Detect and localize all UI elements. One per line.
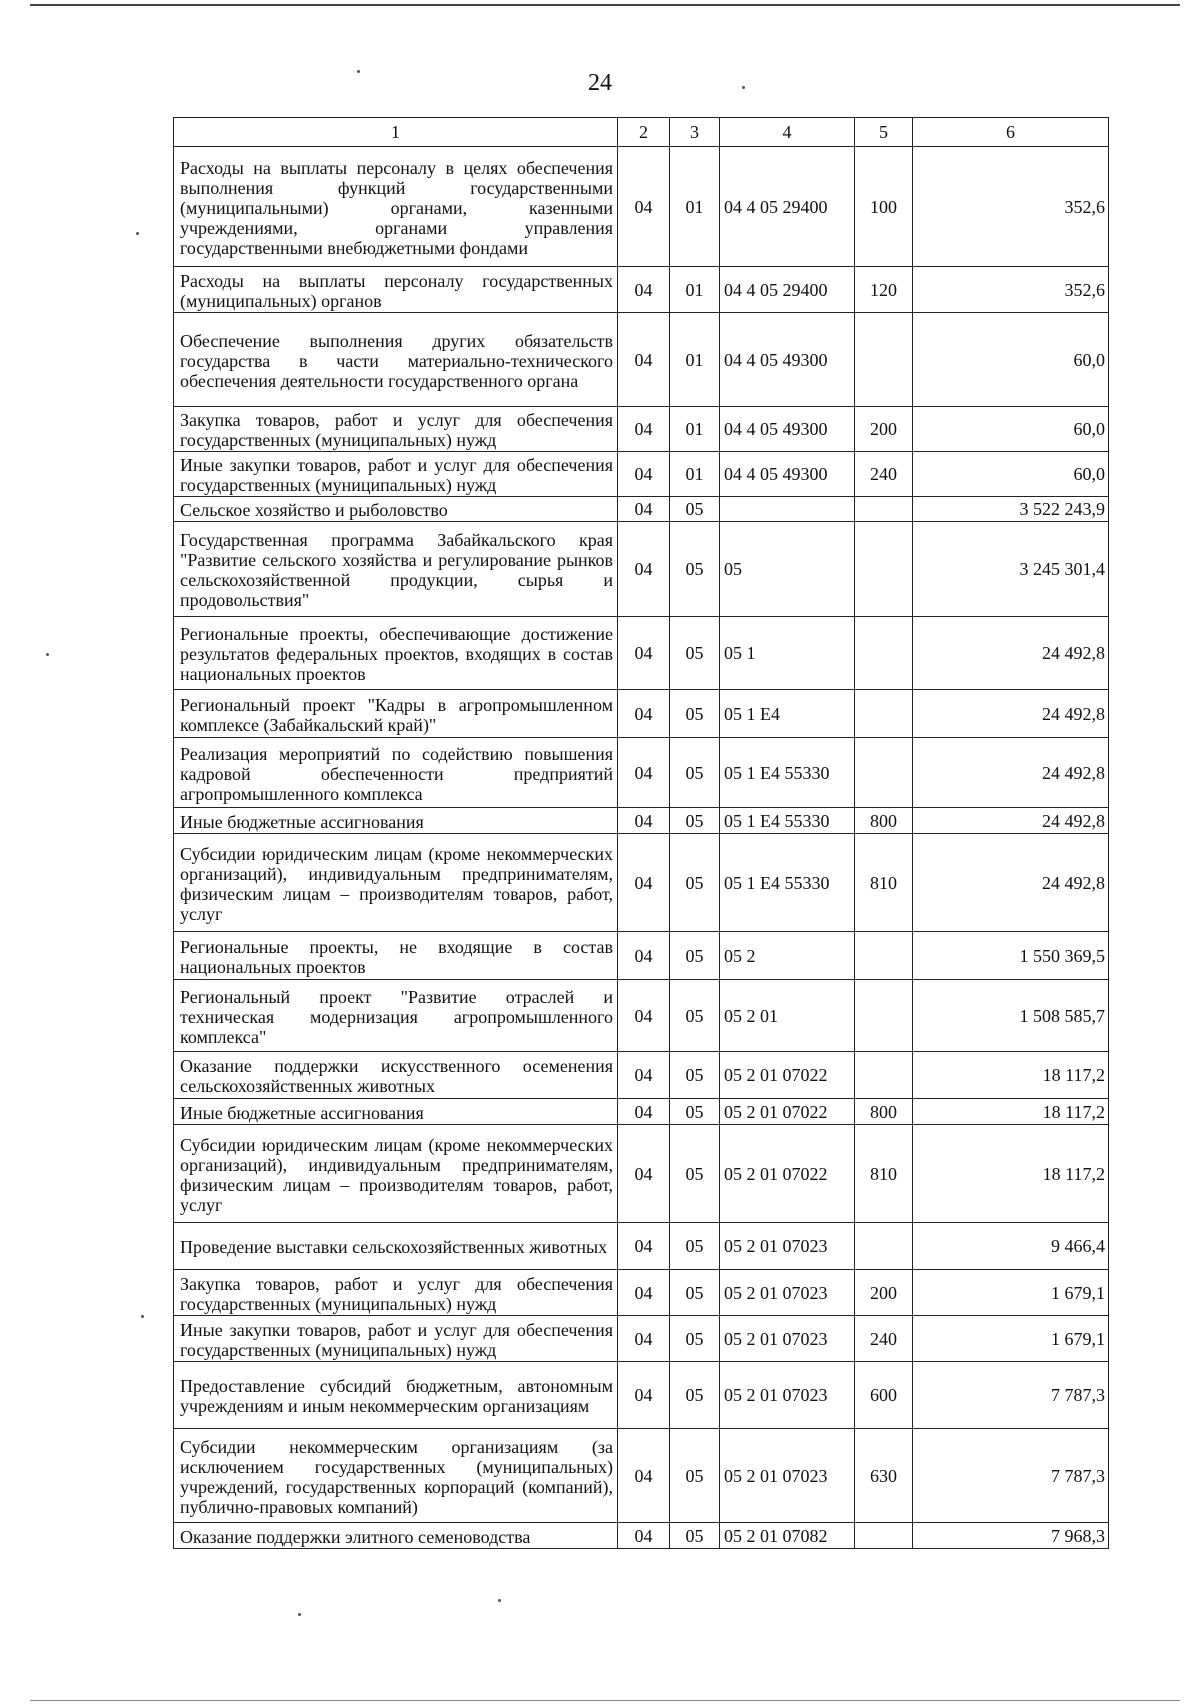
header-row: [174, 118, 1109, 147]
row-amount: 7 968,3: [913, 1523, 1109, 1549]
row-expense-type: 630: [855, 1429, 913, 1523]
row-amount: 7 787,3: [913, 1429, 1109, 1523]
row-amount: 18 117,2: [913, 1099, 1109, 1125]
table-row: [174, 738, 1109, 808]
bottom-border-line: [30, 1700, 1180, 1701]
row-name: Региональные проекты, не входящие в состав национальных проектов: [174, 932, 618, 980]
table-row: [174, 1099, 1109, 1125]
row-target-article: 05 1 E4 55330: [720, 738, 855, 808]
row-subsection: 05: [670, 980, 720, 1052]
row-subsection: 01: [670, 313, 720, 407]
row-subsection: 05: [670, 1223, 720, 1270]
row-section: 04: [618, 1429, 670, 1523]
row-amount: 60,0: [913, 452, 1109, 497]
row-amount: 352,6: [913, 147, 1109, 267]
row-name: Субсидии некоммерческим организациям (за исключением государственных (муниципальных) учреждений, государственных корпораций (компаний), публично-правовых компаний): [174, 1429, 618, 1523]
row-subsection: 05: [670, 1099, 720, 1125]
row-name: Закупка товаров, работ и услуг для обеспечения государственных (муниципальных) нужд: [174, 407, 618, 452]
row-name: Региональный проект "Развитие отраслей и техническая модернизация агропромышленного комплекса": [174, 980, 618, 1052]
row-amount: 3 245 301,4: [913, 522, 1109, 617]
row-target-article: 05: [720, 522, 855, 617]
row-subsection: 05: [670, 808, 720, 834]
row-target-article: 05 2 01: [720, 980, 855, 1052]
row-amount: 3 522 243,9: [913, 497, 1109, 522]
row-target-article: 05 2 01 07082: [720, 1523, 855, 1549]
scan-speck: [298, 1613, 301, 1616]
row-name: Расходы на выплаты персоналу в целях обеспечения выполнения функций государственными (муниципальными) органами, казенными учреждениями, органами управления государственными внебюджетными фондами: [174, 147, 618, 267]
row-name: Обеспечение выполнения других обязательств государства в части материально-технического обеспечения деятельности государственного органа: [174, 313, 618, 407]
header-col-2: 2: [618, 118, 670, 147]
row-target-article: [720, 497, 855, 522]
row-name: Субсидии юридическим лицам (кроме некоммерческих организаций), индивидуальным предпринимателям, физическим лицам – производителям товаров, работ, услуг: [174, 834, 618, 932]
row-amount: 352,6: [913, 267, 1109, 313]
scan-speck: [357, 70, 360, 73]
row-subsection: 05: [670, 1052, 720, 1099]
row-expense-type: [855, 932, 913, 980]
row-expense-type: [855, 690, 913, 738]
row-expense-type: 240: [855, 1316, 913, 1362]
table-row: [174, 522, 1109, 617]
row-expense-type: 200: [855, 407, 913, 452]
table-row: [174, 690, 1109, 738]
page-number: 24: [588, 70, 612, 96]
row-name: Иные закупки товаров, работ и услуг для обеспечения государственных (муниципальных) нужд: [174, 452, 618, 497]
table-row: [174, 617, 1109, 690]
row-target-article: 04 4 05 29400: [720, 267, 855, 313]
row-target-article: 05 2 01 07023: [720, 1429, 855, 1523]
row-amount: 24 492,8: [913, 738, 1109, 808]
row-target-article: 05 2: [720, 932, 855, 980]
row-subsection: 05: [670, 1125, 720, 1223]
row-section: 04: [618, 690, 670, 738]
row-expense-type: [855, 313, 913, 407]
table-row: [174, 808, 1109, 834]
row-section: 04: [618, 407, 670, 452]
row-subsection: 05: [670, 1429, 720, 1523]
scan-speck: [46, 653, 49, 656]
row-expense-type: 120: [855, 267, 913, 313]
top-border-line: [30, 4, 1180, 6]
row-name: Региональные проекты, обеспечивающие достижение результатов федеральных проектов, входящих в состав национальных проектов: [174, 617, 618, 690]
row-subsection: 05: [670, 522, 720, 617]
row-section: 04: [618, 980, 670, 1052]
row-subsection: 01: [670, 407, 720, 452]
row-subsection: 05: [670, 1362, 720, 1429]
table-row: [174, 1362, 1109, 1429]
row-subsection: 05: [670, 738, 720, 808]
row-expense-type: [855, 522, 913, 617]
row-section: 04: [618, 834, 670, 932]
row-target-article: 05 2 01 07023: [720, 1270, 855, 1316]
row-target-article: 05 2 01 07023: [720, 1316, 855, 1362]
row-amount: 24 492,8: [913, 808, 1109, 834]
row-subsection: 01: [670, 267, 720, 313]
row-section: 04: [618, 1125, 670, 1223]
table-row: [174, 932, 1109, 980]
row-section: 04: [618, 617, 670, 690]
row-amount: 24 492,8: [913, 834, 1109, 932]
table-row: [174, 313, 1109, 407]
row-name: Реализация мероприятий по содействию повышения кадровой обеспеченности предприятий агропромышленного комплекса: [174, 738, 618, 808]
row-subsection: 05: [670, 932, 720, 980]
row-name: Государственная программа Забайкальского края "Развитие сельского хозяйства и регулирование рынков сельскохозяйственной продукции, сырья и продовольствия": [174, 522, 618, 617]
row-section: 04: [618, 313, 670, 407]
row-section: 04: [618, 738, 670, 808]
row-target-article: 05 1 E4 55330: [720, 834, 855, 932]
row-amount: 24 492,8: [913, 617, 1109, 690]
row-subsection: 01: [670, 147, 720, 267]
row-name: Сельское хозяйство и рыболовство: [174, 497, 618, 522]
row-target-article: 04 4 05 29400: [720, 147, 855, 267]
scan-speck: [141, 1315, 144, 1318]
row-subsection: 05: [670, 690, 720, 738]
row-amount: 60,0: [913, 313, 1109, 407]
row-target-article: 05 2 01 07022: [720, 1052, 855, 1099]
header-col-1: 1: [174, 118, 618, 147]
row-section: 04: [618, 1270, 670, 1316]
table-row: [174, 147, 1109, 267]
table-row: [174, 1429, 1109, 1523]
row-section: 04: [618, 1316, 670, 1362]
row-target-article: 05 2 01 07023: [720, 1362, 855, 1429]
scan-speck: [136, 232, 139, 235]
row-section: 04: [618, 1099, 670, 1125]
row-section: 04: [618, 1523, 670, 1549]
row-target-article: 04 4 05 49300: [720, 407, 855, 452]
header-col-6: 6: [913, 118, 1109, 147]
row-expense-type: 100: [855, 147, 913, 267]
table-row: [174, 497, 1109, 522]
row-amount: 18 117,2: [913, 1125, 1109, 1223]
row-name: Иные бюджетные ассигнования: [174, 808, 618, 834]
table-row: [174, 1223, 1109, 1270]
row-section: 04: [618, 932, 670, 980]
row-section: 04: [618, 1052, 670, 1099]
row-subsection: 05: [670, 1270, 720, 1316]
row-name: Субсидии юридическим лицам (кроме некоммерческих организаций), индивидуальным предпринимателям, физическим лицам – производителям товаров, работ, услуг: [174, 1125, 618, 1223]
row-section: 04: [618, 452, 670, 497]
scan-speck: [498, 1599, 501, 1602]
row-name: Закупка товаров, работ и услуг для обеспечения государственных (муниципальных) нужд: [174, 1270, 618, 1316]
row-target-article: 04 4 05 49300: [720, 313, 855, 407]
table-row: [174, 1316, 1109, 1362]
row-expense-type: 240: [855, 452, 913, 497]
row-name: Региональный проект "Кадры в агропромышленном комплексе (Забайкальский край)": [174, 690, 618, 738]
table-row: [174, 1523, 1109, 1549]
row-expense-type: 600: [855, 1362, 913, 1429]
row-expense-type: [855, 1052, 913, 1099]
row-target-article: 05 1 E4: [720, 690, 855, 738]
row-expense-type: [855, 617, 913, 690]
row-subsection: 05: [670, 1316, 720, 1362]
row-section: 04: [618, 1362, 670, 1429]
table-row: [174, 980, 1109, 1052]
row-target-article: 05 2 01 07023: [720, 1223, 855, 1270]
row-expense-type: [855, 1223, 913, 1270]
table-row: [174, 1052, 1109, 1099]
budget-table: [173, 117, 1109, 1549]
row-name: Иные закупки товаров, работ и услуг для обеспечения государственных (муниципальных) нужд: [174, 1316, 618, 1362]
row-amount: 7 787,3: [913, 1362, 1109, 1429]
header-col-4: 4: [720, 118, 855, 147]
scan-speck: [742, 86, 745, 89]
row-name: Оказание поддержки искусственного осеменения сельскохозяйственных животных: [174, 1052, 618, 1099]
row-amount: 24 492,8: [913, 690, 1109, 738]
row-name: Оказание поддержки элитного семеноводства: [174, 1523, 618, 1549]
table-row: [174, 1270, 1109, 1316]
row-amount: 9 466,4: [913, 1223, 1109, 1270]
row-target-article: 05 1 E4 55330: [720, 808, 855, 834]
row-section: 04: [618, 808, 670, 834]
row-amount: 1 550 369,5: [913, 932, 1109, 980]
row-amount: 1 679,1: [913, 1316, 1109, 1362]
header-col-5: 5: [855, 118, 913, 147]
row-section: 04: [618, 497, 670, 522]
table-row: [174, 834, 1109, 932]
table-row: [174, 407, 1109, 452]
header-col-3: 3: [670, 118, 720, 147]
row-expense-type: [855, 980, 913, 1052]
row-subsection: 05: [670, 617, 720, 690]
row-target-article: 05 2 01 07022: [720, 1099, 855, 1125]
row-amount: 1 679,1: [913, 1270, 1109, 1316]
row-expense-type: 800: [855, 1099, 913, 1125]
row-name: Проведение выставки сельскохозяйственных животных: [174, 1223, 618, 1270]
row-section: 04: [618, 1223, 670, 1270]
row-expense-type: [855, 738, 913, 808]
row-subsection: 05: [670, 1523, 720, 1549]
row-expense-type: [855, 1523, 913, 1549]
row-amount: 18 117,2: [913, 1052, 1109, 1099]
row-subsection: 01: [670, 452, 720, 497]
row-target-article: 04 4 05 49300: [720, 452, 855, 497]
row-amount: 60,0: [913, 407, 1109, 452]
table-row: [174, 452, 1109, 497]
row-expense-type: 800: [855, 808, 913, 834]
row-subsection: 05: [670, 497, 720, 522]
row-name: Предоставление субсидий бюджетным, автономным учреждениям и иным некоммерческим организациям: [174, 1362, 618, 1429]
row-section: 04: [618, 267, 670, 313]
row-expense-type: [855, 497, 913, 522]
row-target-article: 05 2 01 07022: [720, 1125, 855, 1223]
row-target-article: 05 1: [720, 617, 855, 690]
row-subsection: 05: [670, 834, 720, 932]
row-expense-type: 200: [855, 1270, 913, 1316]
row-amount: 1 508 585,7: [913, 980, 1109, 1052]
row-section: 04: [618, 147, 670, 267]
row-name: Иные бюджетные ассигнования: [174, 1099, 618, 1125]
table-row: [174, 267, 1109, 313]
row-name: Расходы на выплаты персоналу государственных (муниципальных) органов: [174, 267, 618, 313]
row-expense-type: 810: [855, 834, 913, 932]
row-section: 04: [618, 522, 670, 617]
table-row: [174, 1125, 1109, 1223]
row-expense-type: 810: [855, 1125, 913, 1223]
